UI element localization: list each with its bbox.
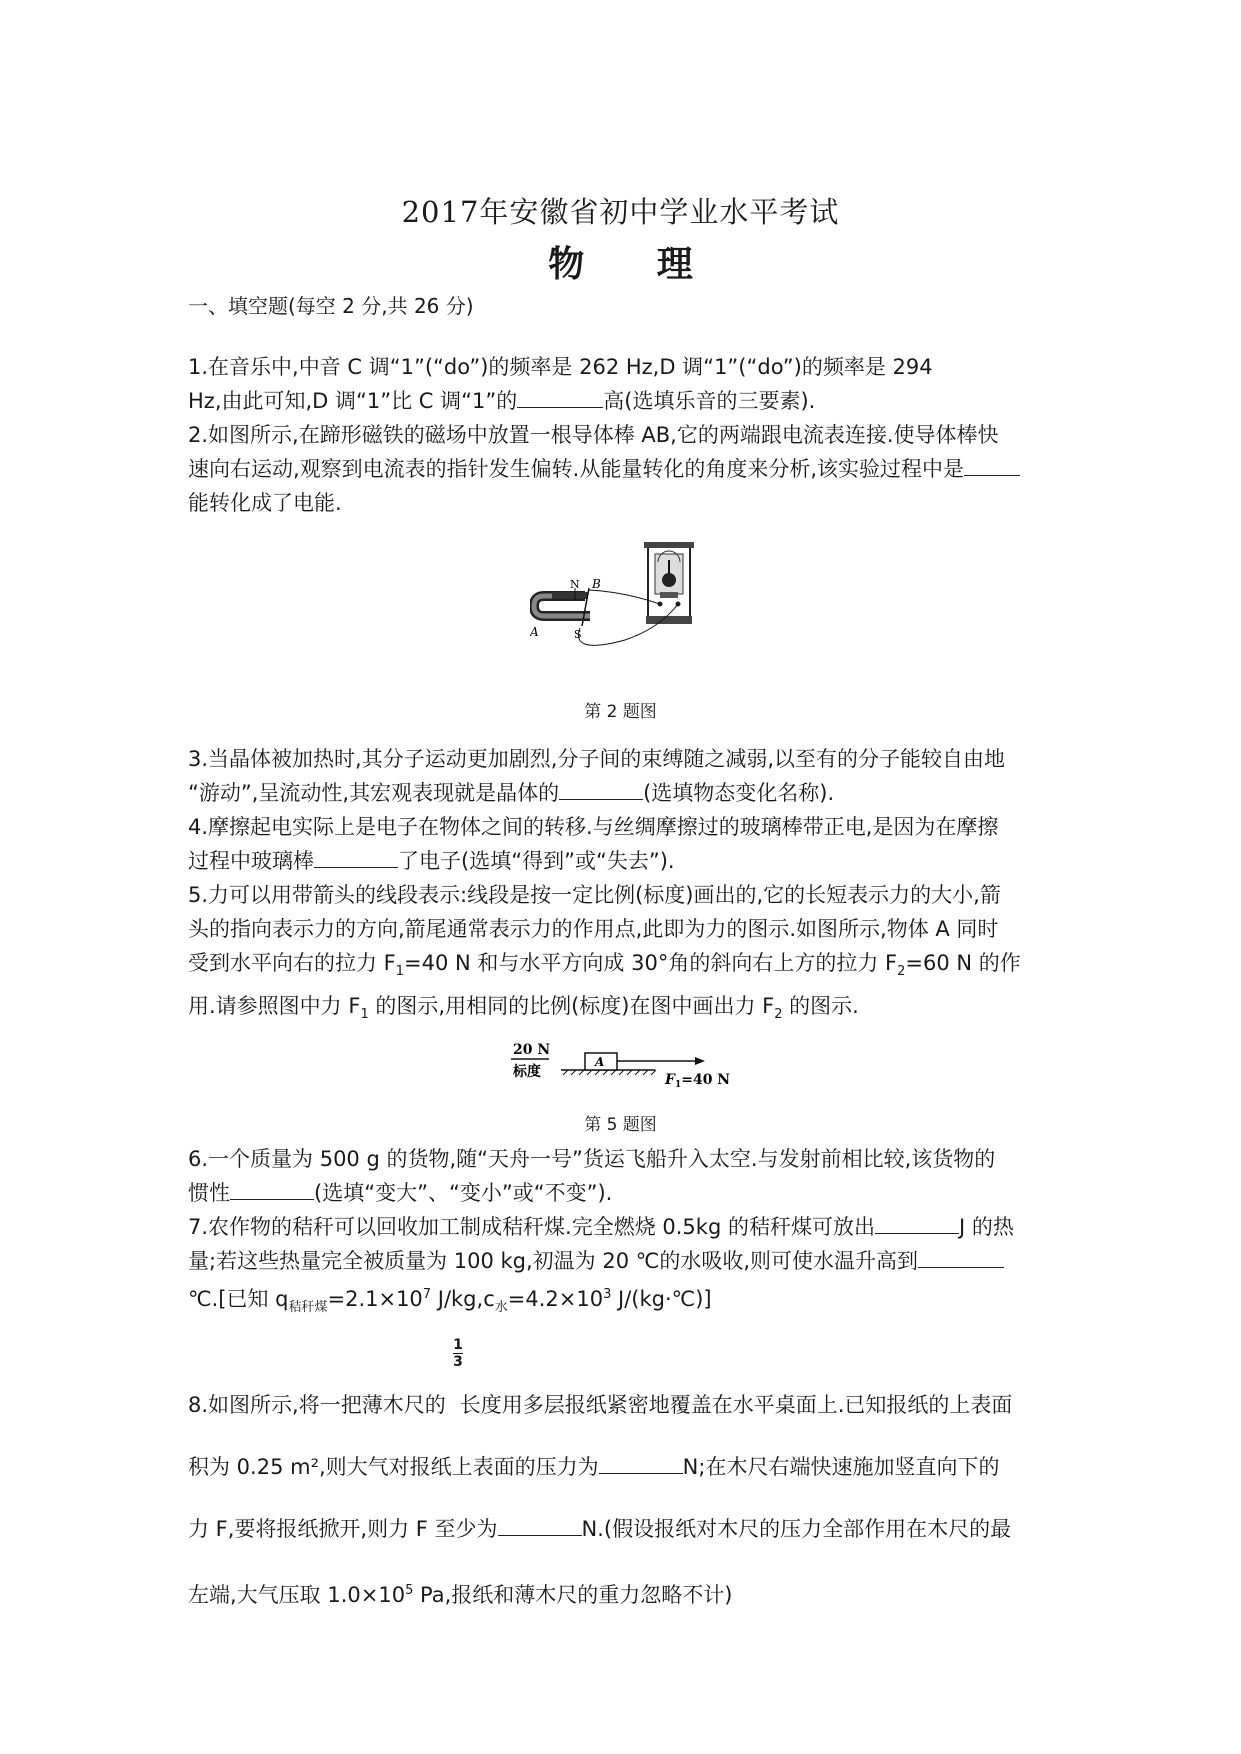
q5-line-4 xyxy=(188,989,1058,1032)
q5-line-2: 头的指向表示力的方向,箭尾通常表示力的作用点,此即为力的图示.如图所示,物体 A 同时 xyxy=(188,917,999,941)
q5-l3-b: =40 N 和与水平方向成 30°角的斜向右上方的拉力 F xyxy=(404,951,898,975)
section-heading: 一、填空题(每空 2 分,共 26 分) xyxy=(188,294,474,318)
q8-l4-b: Pa,报纸和薄木尺的重力忽略不计) xyxy=(413,1583,733,1607)
wire-top xyxy=(589,590,660,604)
q7-answer-blank-2[interactable] xyxy=(918,1245,1004,1268)
q3-line-1: 3.当晶体被加热时,其分子运动更加剧烈,分子间的束缚随之减弱,以至有的分子能较自由地 xyxy=(188,747,1006,771)
q7-line-1 xyxy=(188,1210,1058,1244)
q5-l4-c: 的图示. xyxy=(782,994,859,1019)
question-6 xyxy=(188,1142,1058,1210)
q4-text-a: 过程中玻璃棒 xyxy=(188,849,314,873)
q3-line-2 xyxy=(188,776,1058,810)
q8-l4-a: 左端,大气压取 1.0×10 xyxy=(188,1583,406,1607)
q8-fraction-numerator: 1 xyxy=(453,1337,463,1353)
q5-l3-c: =60 N 的作 xyxy=(905,951,1021,975)
q7-l3-sub2: 水 xyxy=(494,1300,508,1316)
q2-line-3: 能转化成了电能. xyxy=(188,491,342,515)
q8-l3-b: N.(假设报纸对木尺的压力全部作用在木尺的最 xyxy=(581,1517,1012,1541)
q2-line-2 xyxy=(188,452,1058,486)
q7-l1-b: J 的热 xyxy=(958,1215,1014,1239)
q4-line-1: 4.摩擦起电实际上是电子在物体之间的转移.与丝绸摩擦过的玻璃棒带正电,是因为在摩擦 xyxy=(188,815,999,839)
exam-title: 2017年安徽省初中学业水平考试 xyxy=(401,195,840,229)
label-b: B xyxy=(592,577,601,591)
q1-answer-blank[interactable] xyxy=(517,385,603,408)
question-1 xyxy=(188,350,1058,418)
question-5 xyxy=(188,878,1058,1032)
label-a: A xyxy=(530,625,539,639)
q2-line-1: 2.如图所示,在蹄形磁铁的磁场中放置一根导体棒 AB,它的两端跟电流表连接.使导体棒快 xyxy=(188,423,999,447)
q8-l4-sup: 5 xyxy=(405,1583,414,1598)
q6-text-b: (选填“变大”、“变小”或“不变”). xyxy=(314,1181,613,1205)
q7-l2-a: 量;若这些热量完全被质量为 100 kg,初温为 20 ℃的水吸收,则可使水温升高到 xyxy=(188,1249,919,1273)
q7-l3-d: =4.2×10 xyxy=(507,1287,604,1311)
q3-text-a: “游动”,呈流动性,其宏观表现就是晶体的 xyxy=(188,781,560,805)
q4-text-b: 了电子(选填“得到”或“失去”). xyxy=(398,849,675,873)
q7-l3-sup2: 3 xyxy=(603,1287,612,1302)
q8-fraction xyxy=(453,1337,463,1370)
question-3 xyxy=(188,742,1058,810)
q7-l1-a: 7.农作物的秸秆可以回收加工制成秸秆煤.完全燃烧 0.5kg 的秸秆煤可放出 xyxy=(188,1215,875,1239)
q8-line-1 xyxy=(188,1374,1058,1436)
q7-answer-blank-1[interactable] xyxy=(875,1211,959,1234)
subject-title: 物 理 xyxy=(548,243,723,285)
question-2 xyxy=(188,418,1058,520)
q8-l2-a: 积为 0.25 m²,则大气对报纸上表面的压力为 xyxy=(188,1455,599,1479)
q1-line-1: 1.在音乐中,中音 C 调“1”(“do”)的频率是 262 Hz,D 调“1”(“do”)的频率是 294 xyxy=(188,355,933,379)
q5-l3-sub2: 2 xyxy=(897,964,906,980)
q5-l4-sub2: 2 xyxy=(774,1007,783,1023)
q6-line-2 xyxy=(188,1176,1058,1210)
q7-l3-a: ℃.[已知 q xyxy=(188,1287,289,1311)
q6-answer-blank[interactable] xyxy=(230,1177,314,1200)
q5-l3-sub1: 1 xyxy=(395,964,405,980)
horseshoe-magnet-icon xyxy=(534,592,590,616)
label-s: S xyxy=(574,628,582,641)
question-8 xyxy=(188,1374,1058,1626)
force-diagram-figure xyxy=(505,1040,745,1090)
scale-word-label: 标度 xyxy=(513,1064,541,1080)
q4-line-2 xyxy=(188,844,1058,878)
block-a-label: A xyxy=(595,1055,605,1069)
q5-line-1: 5.力可以用带箭头的线段表示:线段是按一定比例(标度)画出的,它的长短表示力的大小,箭 xyxy=(188,883,1001,907)
force-f1-arrowhead xyxy=(695,1057,705,1065)
q2-answer-blank[interactable] xyxy=(964,453,1020,476)
q6-text-a: 惯性 xyxy=(188,1181,230,1205)
q7-l3-sup1: 7 xyxy=(422,1287,432,1302)
q7-line-3 xyxy=(188,1278,1058,1325)
q7-l3-c: J/kg,c xyxy=(431,1287,495,1311)
force-f1-label: $F_1=40$ N xyxy=(665,1072,731,1090)
galvanometer-icon xyxy=(644,542,694,624)
q3-text-b: (选填物态变化名称). xyxy=(643,781,835,805)
question-4 xyxy=(188,810,1058,878)
q6-line-1: 6.一个质量为 500 g 的货物,随“天舟一号”货运飞船升入太空.与发射前相比较,该货物的 xyxy=(188,1147,996,1171)
q1-text-a: Hz,由此可知,D 调“1”比 C 调“1”的 xyxy=(188,389,518,413)
q4-answer-blank[interactable] xyxy=(314,845,398,868)
q7-l3-sub1: 秸秆煤 xyxy=(288,1300,328,1316)
q8-l2-b: N;在木尺右端快速施加竖直向下的 xyxy=(682,1455,1000,1479)
figure-2-caption: 第 2 题图 xyxy=(584,702,657,722)
q5-line-3 xyxy=(188,946,1058,989)
q7-l3-b: =2.1×10 xyxy=(327,1287,423,1311)
label-n: N xyxy=(570,578,580,591)
q8-line-4 xyxy=(188,1560,1058,1626)
q5-l3-a: 受到水平向右的拉力 F xyxy=(188,951,396,975)
q8-line-3 xyxy=(188,1498,1058,1560)
q7-line-2 xyxy=(188,1244,1058,1278)
wire-bottom xyxy=(578,604,678,645)
question-7 xyxy=(188,1210,1058,1325)
q1-text-b: 高(选填乐音的三要素). xyxy=(603,389,816,413)
q8-answer-blank-1[interactable] xyxy=(599,1451,683,1474)
q3-answer-blank[interactable] xyxy=(559,777,643,800)
q5-l4-sub1: 1 xyxy=(360,1007,369,1023)
q8-l1-b: 长度用多层报纸紧密地覆盖在水平桌面上.已知报纸的上表面 xyxy=(459,1393,1013,1417)
q8-l3-a: 力 F,要将报纸掀开,则力 F 至少为 xyxy=(188,1517,498,1541)
q1-line-2 xyxy=(188,384,1058,418)
q8-fraction-denominator: 3 xyxy=(453,1354,463,1370)
magnet-galvanometer-figure xyxy=(530,540,710,660)
q8-answer-blank-2[interactable] xyxy=(498,1513,582,1536)
q5-l4-a: 用.请参照图中力 F xyxy=(188,994,361,1019)
q8-l1-a: 8.如图所示,将一把薄木尺的 xyxy=(188,1393,446,1417)
q2-text-a: 速向右运动,观察到电流表的指针发生偏转.从能量转化的角度来分析,该实验过程中是 xyxy=(188,457,965,481)
q5-l4-b: 的图示,用相同的比例(标度)在图中画出力 F xyxy=(368,994,775,1019)
figure-5-caption: 第 5 题图 xyxy=(584,1115,657,1135)
q7-l3-e: J/(kg·℃)] xyxy=(611,1287,712,1311)
q8-line-2 xyxy=(188,1436,1058,1498)
scale-value-label: 20 N xyxy=(513,1042,551,1058)
